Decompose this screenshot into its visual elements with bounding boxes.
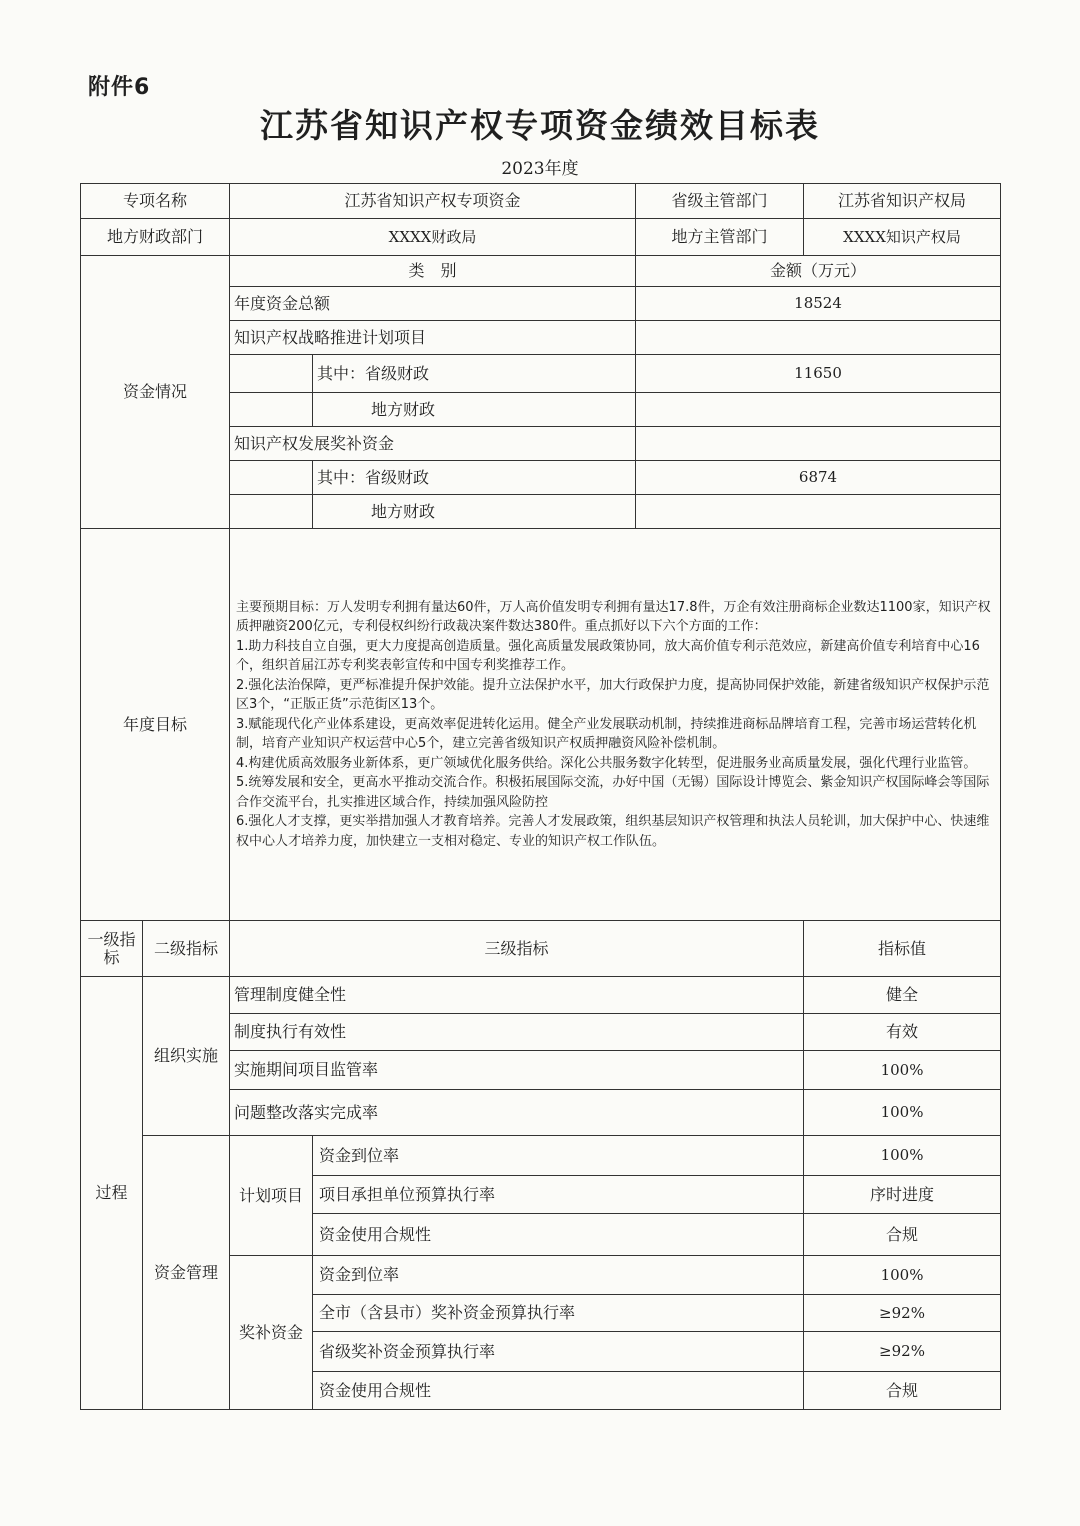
provincial-dept-label: 省级主管部门 (636, 184, 804, 219)
fund-row-label: 知识产权战略推进计划项目 (230, 321, 636, 355)
fund-row-label: 其中：省级财政 (313, 355, 636, 393)
blank-cell (230, 393, 313, 427)
indicator-value: 100% (804, 1136, 1001, 1176)
indicator-value: 100% (804, 1090, 1001, 1136)
indicator-value: 合规 (804, 1214, 1001, 1256)
indicator-name: 省级奖补资金预算执行率 (313, 1332, 804, 1372)
indicator-name: 实施期间项目监管率 (230, 1051, 804, 1090)
indicator-name: 项目承担单位预算执行率 (313, 1176, 804, 1214)
fund-row-value: 11650 (636, 355, 1001, 393)
indicator-value: 有效 (804, 1014, 1001, 1051)
goal-paragraph: 主要预期目标：万人发明专利拥有量达60件，万人高价值发明专利拥有量达17.8件，万企有效注册商标企业数达1100家，知识产权质押融资200亿元，专利侵权纠纷行政裁决案件数达380件。重点抓好以下六个方面的工作： (236, 599, 991, 635)
level3-header: 三级指标 (230, 921, 804, 977)
level2-org: 组织实施 (143, 977, 230, 1136)
indicator-name: 资金使用合规性 (313, 1214, 804, 1256)
level2-header: 二级指标 (143, 921, 230, 977)
indicator-value: ≥92% (804, 1295, 1001, 1332)
fund-row-label: 知识产权发展奖补资金 (230, 427, 636, 461)
goal-paragraph: 1.助力科技自立自强，更大力度提高创造质量。强化高质量发展政策协同，放大高价值专利示范效应，新建高价值专利培育中心16个，组织首届江苏专利奖表彰宣传和中国专利奖推荐工作。 (236, 638, 980, 674)
level3-group-reward: 奖补资金 (230, 1256, 313, 1410)
blank-cell (230, 461, 313, 495)
indicator-name: 全市（含县市）奖补资金预算执行率 (313, 1295, 804, 1332)
attachment-label: 附件6 (88, 75, 151, 100)
indicator-table (80, 920, 1001, 1410)
goal-paragraph: 2.强化法治保障，更严标准提升保护效能。提升立法保护水平，加大行政保护力度，提高协同保护效能，新建省级知识产权保护示范区3个，“正版正货”示范街区13个。 (236, 677, 990, 713)
fund-row-value: 6874 (636, 461, 1001, 495)
fund-row-label: 年度资金总额 (230, 287, 636, 321)
level1-header: 一级指标 (81, 921, 143, 977)
goal-paragraph: 4.构建优质高效服务业新体系，更广领域优化服务供给。深化公共服务数字化转型，促进服务业高质量发展，强化代理行业监管。 (236, 755, 977, 771)
local-dept-label: 地方主管部门 (636, 219, 804, 256)
fund-row-value: 18524 (636, 287, 1001, 321)
year-label: 2023年度 (501, 159, 579, 179)
indicator-name: 资金使用合规性 (313, 1372, 804, 1410)
indicator-name: 资金到位率 (313, 1136, 804, 1176)
fund-row-label: 其中：省级财政 (313, 461, 636, 495)
local-dept-value: XXXX知识产权局 (804, 219, 1001, 256)
fund-row-label: 地方财政 (313, 393, 636, 427)
annual-goal-text (230, 529, 1001, 921)
indicator-name: 管理制度健全性 (230, 977, 804, 1014)
page-title: 江苏省知识产权专项资金绩效目标表 (260, 106, 820, 145)
local-finance-value: XXXX财政局 (230, 219, 636, 256)
indicator-name: 问题整改落实完成率 (230, 1090, 804, 1136)
blank-cell (230, 355, 313, 393)
project-name-value: 江苏省知识产权专项资金 (230, 184, 636, 219)
amount-header: 金额（万元） (636, 256, 1001, 287)
level1-process: 过程 (81, 977, 143, 1410)
goal-paragraph: 3.赋能现代化产业体系建设，更高效率促进转化运用。健全产业发展联动机制，持续推进商标品牌培育工程，完善市场运营转化机制，培育产业知识产权运营中心5个，建立完善省级知识产权质押融资风险补偿机制。 (236, 716, 977, 752)
indicator-value: 序时进度 (804, 1176, 1001, 1214)
fund-row-value (636, 427, 1001, 461)
info-funds-table (80, 183, 1001, 921)
value-header: 指标值 (804, 921, 1001, 977)
indicator-value: 合规 (804, 1372, 1001, 1410)
fund-row-value (636, 393, 1001, 427)
funds-section-label: 资金情况 (81, 256, 230, 529)
blank-cell (230, 495, 313, 529)
indicator-value: 100% (804, 1051, 1001, 1090)
local-finance-label: 地方财政部门 (81, 219, 230, 256)
fund-row-value (636, 495, 1001, 529)
indicator-name: 资金到位率 (313, 1256, 804, 1295)
goal-paragraph: 6.强化人才支撑，更实举措加强人才教育培养。完善人才发展政策，组织基层知识产权管理和执法人员轮训，加大保护中心、快速维权中心人才培养力度，加快建立一支相对稳定、专业的知识产权工作队伍。 (236, 814, 990, 849)
annual-goal-label: 年度目标 (81, 529, 230, 921)
indicator-value: 健全 (804, 977, 1001, 1014)
indicator-name: 制度执行有效性 (230, 1014, 804, 1051)
provincial-dept-value: 江苏省知识产权局 (804, 184, 1001, 219)
goal-paragraph: 5.统筹发展和安全，更高水平推动交流合作。积极拓展国际交流，办好中国（无锡）国际设计博览会、紫金知识产权国际峰会等国际合作交流平台，扎实推进区域合作，持续加强风险防控 (236, 775, 990, 810)
level2-fund-mgmt: 资金管理 (143, 1136, 230, 1410)
fund-row-label: 地方财政 (313, 495, 636, 529)
project-name-label: 专项名称 (81, 184, 230, 219)
category-header: 类 别 (230, 256, 636, 287)
indicator-value: ≥92% (804, 1332, 1001, 1372)
indicator-value: 100% (804, 1256, 1001, 1295)
fund-row-value (636, 321, 1001, 355)
level3-group-plan: 计划项目 (230, 1136, 313, 1256)
